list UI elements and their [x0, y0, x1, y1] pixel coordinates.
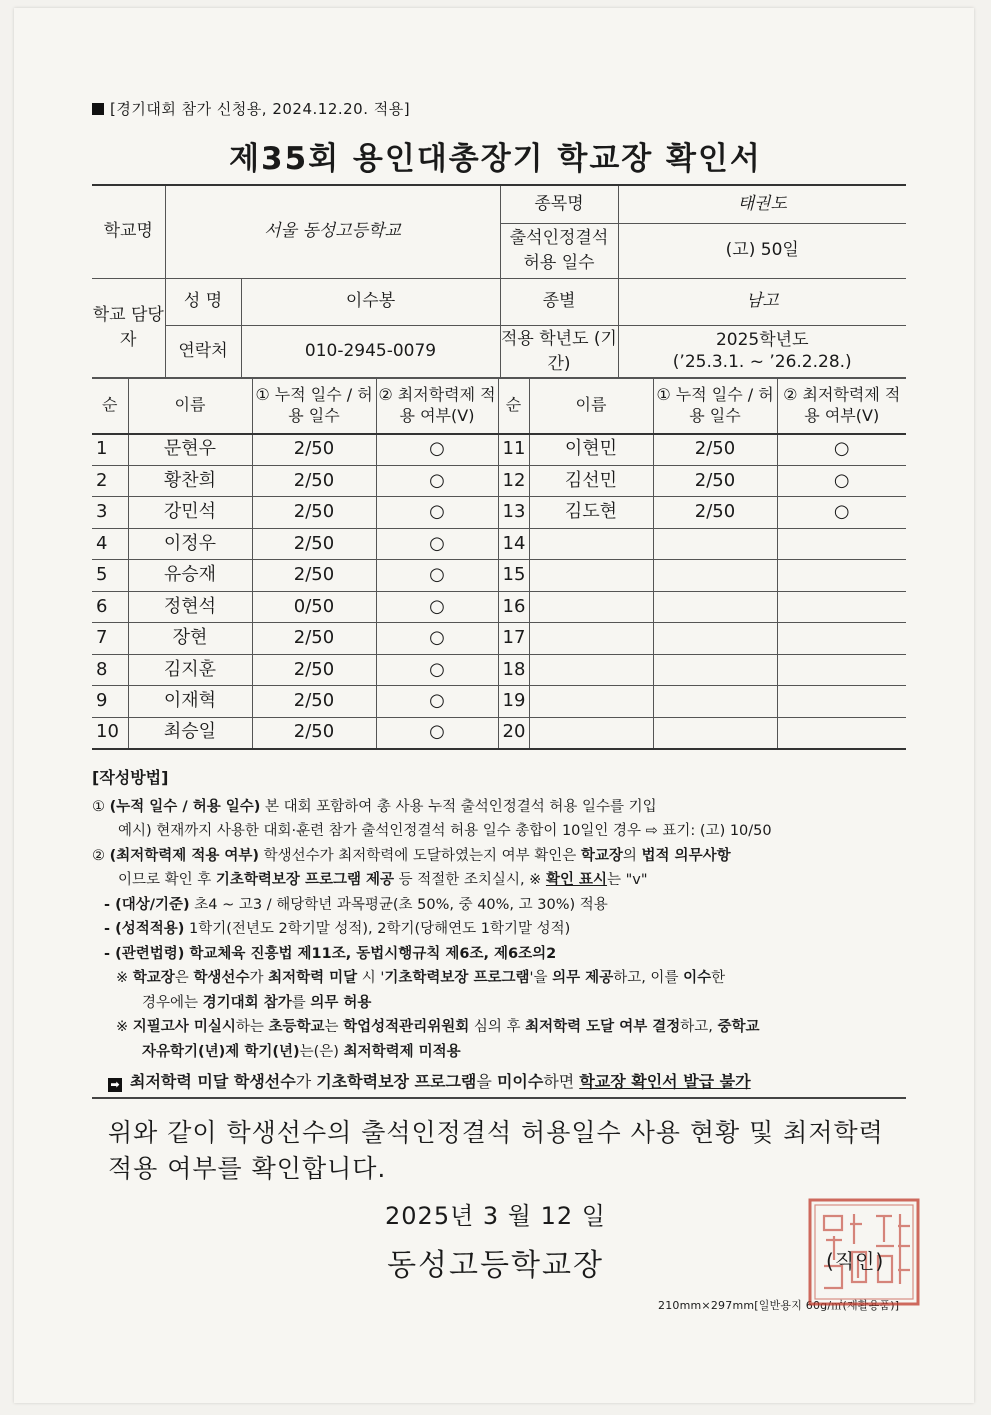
arrow-box-icon: ➡: [108, 1078, 122, 1092]
table-row: [92, 623, 906, 655]
year-label: 적용 학년도 (기간): [500, 325, 618, 378]
min-grade-mark: [777, 717, 906, 749]
row-number: 3: [92, 497, 128, 529]
student-name: 김지훈: [128, 654, 252, 686]
instruction-sub-grades: - (성적적용) 1학기(전년도 2학기말 성적), 2학기(당해연도 1학기말 성적): [104, 921, 571, 937]
min-grade-mark: ○: [376, 497, 498, 529]
table-row: [92, 591, 906, 623]
absence-days: 2/50: [653, 434, 777, 466]
header-applied: ② 최저학력제 적용 여부(V): [376, 378, 498, 434]
header-days: ① 누적 일수 / 허용 일수: [252, 378, 376, 434]
student-name: [529, 623, 653, 655]
instruction-1: ① (누적 일수 / 허용 일수) 본 대회 포함하여 총 사용 누적 출석인정결석 허용 일수를 기입: [92, 798, 657, 815]
absence-days: [653, 560, 777, 592]
min-grade-mark: [777, 623, 906, 655]
row-number: 10: [92, 717, 128, 749]
row-number: 12: [498, 465, 529, 497]
row-number: 17: [498, 623, 529, 655]
absence-days: 2/50: [252, 686, 376, 718]
absence-label: 출석인정결석 허용 일수: [500, 223, 618, 278]
header-no: 순: [92, 378, 128, 434]
row-number: 4: [92, 528, 128, 560]
row-number: 19: [498, 686, 529, 718]
instructions-heading: [작성방법]: [92, 768, 169, 787]
student-name: 강민석: [128, 497, 252, 529]
header-days: ① 누적 일수 / 허용 일수: [653, 378, 777, 434]
min-grade-mark: ○: [376, 434, 498, 466]
absence-value: (고) 50일: [618, 223, 906, 278]
absence-days: 2/50: [252, 654, 376, 686]
final-warning: ➡ 최저학력 미달 학생선수가 기초학력보장 프로그램을 미이수하면 학교장 확인서 발급 불가: [92, 1070, 912, 1095]
absence-days: [653, 686, 777, 718]
principal-title: 동성고등학교장: [387, 1248, 604, 1283]
absence-days: [653, 654, 777, 686]
row-number: 16: [498, 591, 529, 623]
instruction-note-2: ※ 지필고사 미실시하는 초등학교는 학업성적관리위원회 심의 후 최저학력 도달 여부 결정하고, 중학교: [116, 1019, 760, 1035]
row-number: 6: [92, 591, 128, 623]
contact-label: 연락처: [165, 325, 241, 378]
absence-days: 2/50: [653, 497, 777, 529]
instruction-note-1-line2: 경우에는 경기대회 참가를 의무 허용: [142, 994, 372, 1011]
instruction-note-2-line2: 자유학기(년)제 학기(년)는(은) 최저학력제 미적용: [142, 1043, 461, 1060]
min-grade-mark: ○: [376, 654, 498, 686]
student-name: [529, 528, 653, 560]
student-name: [529, 686, 653, 718]
row-number: 15: [498, 560, 529, 592]
table-row: [92, 465, 906, 497]
student-name: [529, 591, 653, 623]
school-label: 학교명: [92, 185, 165, 278]
header-no: 순: [498, 378, 529, 434]
student-name: 이현민: [529, 434, 653, 466]
absence-days: 2/50: [252, 465, 376, 497]
table-row: [92, 528, 906, 560]
issue-date: 2025년 3 월 12 일: [385, 1202, 606, 1230]
year-period: (’25.3.1. ~ ’26.2.28.): [672, 351, 852, 372]
student-rows: [92, 434, 906, 749]
row-number: 2: [92, 465, 128, 497]
instruction-1-example: 예시) 현재까지 사용한 대회·훈련 참가 출석인정결석 허용 일수 총합이 10일인 경우 ⇨ 표기: (고) 10/50: [118, 823, 772, 839]
row-number: 18: [498, 654, 529, 686]
instruction-note-1: ※ 학교장은 학생선수가 최저학력 미달 시 '기초학력보장 프로그램'을 의무 제공하고, 이를 이수한: [116, 970, 726, 986]
header-applied: ② 최저학력제 적용 여부(V): [777, 378, 906, 434]
table-row: [92, 560, 906, 592]
student-name: 황찬희: [128, 465, 252, 497]
instruction-sub-law: - (관련법령) 학교체육 진흥법 제11조, 동법시행규칙 제6조, 제6조의2: [104, 945, 557, 962]
contact-value: 010-2945-0079: [241, 325, 500, 378]
absence-days: 2/50: [252, 717, 376, 749]
event-value: 태권도: [618, 185, 906, 223]
student-name: 정현석: [128, 591, 252, 623]
min-grade-mark: ○: [376, 686, 498, 718]
min-grade-mark: [777, 528, 906, 560]
paper-spec-footnote: 210mm×297mm[일반용지 60g/㎡(재활용품)]: [658, 1299, 900, 1312]
table-row: [92, 686, 906, 718]
min-grade-mark: [777, 686, 906, 718]
student-name: [529, 717, 653, 749]
row-number: 5: [92, 560, 128, 592]
absence-days: 2/50: [252, 434, 376, 466]
absence-days: 2/50: [252, 497, 376, 529]
absence-days: 2/50: [252, 623, 376, 655]
student-name: 김선민: [529, 465, 653, 497]
instruction-2-line2: 이므로 확인 후 기초학력보장 프로그램 제공 등 적절한 조치실시, ※ 확인 표시는 "v": [118, 872, 648, 888]
student-name: 유승재: [128, 560, 252, 592]
absence-days: [653, 591, 777, 623]
square-bullet-icon: [92, 103, 104, 115]
row-number: 13: [498, 497, 529, 529]
instructions: [92, 766, 912, 1095]
min-grade-mark: ○: [376, 528, 498, 560]
absence-days: 2/50: [653, 465, 777, 497]
min-grade-mark: [777, 591, 906, 623]
year-value: 2025학년도: [715, 330, 809, 351]
absence-days: 2/50: [252, 528, 376, 560]
row-number: 14: [498, 528, 529, 560]
table-row: [92, 497, 906, 529]
name-value: 이수봉: [241, 278, 500, 325]
school-info-table: [92, 184, 906, 379]
row-number: 20: [498, 717, 529, 749]
event-label: 종목명: [500, 185, 618, 223]
absence-days: [653, 623, 777, 655]
name-label: 성 명: [165, 278, 241, 325]
row-number: 8: [92, 654, 128, 686]
category-label: 종별: [500, 278, 618, 325]
student-name: 이재혁: [128, 686, 252, 718]
min-grade-mark: ○: [376, 717, 498, 749]
student-name: 김도현: [529, 497, 653, 529]
student-table: [92, 377, 906, 750]
table-row: [92, 434, 906, 466]
manager-label: 학교 담당자: [92, 278, 165, 378]
min-grade-mark: [777, 654, 906, 686]
instruction-sub-target: - (대상/기준) 초4 ~ 고3 / 해당학년 과목평균(초 50%, 중 40%, 고 30%) 적용: [104, 896, 608, 913]
absence-days: 2/50: [252, 560, 376, 592]
min-grade-mark: ○: [376, 623, 498, 655]
min-grade-mark: ○: [376, 560, 498, 592]
absence-days: [653, 717, 777, 749]
row-number: 11: [498, 434, 529, 466]
divider: [92, 1097, 906, 1099]
instruction-2: ② (최저학력제 적용 여부) 학생선수가 최저학력에 도달하였는지 여부 확인은 학교장의 법적 의무사항: [92, 847, 731, 864]
form-note: [경기대회 참가 신청용, 2024.12.20. 적용]: [92, 98, 410, 119]
min-grade-mark: [777, 560, 906, 592]
min-grade-mark: ○: [376, 591, 498, 623]
student-name: 장현: [128, 623, 252, 655]
document-title: 제35회 용인대총장기 학교장 확인서: [229, 141, 762, 177]
category-value: 남고: [618, 278, 906, 325]
seal-label: (직인): [826, 1249, 885, 1273]
min-grade-mark: ○: [777, 465, 906, 497]
min-grade-mark: ○: [376, 465, 498, 497]
student-name: 이정우: [128, 528, 252, 560]
school-value: 서울 동성고등학교: [165, 185, 500, 278]
row-number: 1: [92, 434, 128, 466]
student-name: 문현우: [128, 434, 252, 466]
student-name: 최승일: [128, 717, 252, 749]
table-row: [92, 717, 906, 749]
absence-days: [653, 528, 777, 560]
student-name: [529, 654, 653, 686]
header-name: 이름: [128, 378, 252, 434]
min-grade-mark: ○: [777, 497, 906, 529]
student-name: [529, 560, 653, 592]
absence-days: 0/50: [252, 591, 376, 623]
year-cell: [618, 325, 906, 378]
min-grade-mark: ○: [777, 434, 906, 466]
row-number: 7: [92, 623, 128, 655]
row-number: 9: [92, 686, 128, 718]
confirmation-text: 위와 같이 학생선수의 출석인정결석 허용일수 사용 현황 및 최저학력 적용 여부를 확인합니다.: [108, 1118, 884, 1183]
header-name: 이름: [529, 378, 653, 434]
table-row: [92, 654, 906, 686]
